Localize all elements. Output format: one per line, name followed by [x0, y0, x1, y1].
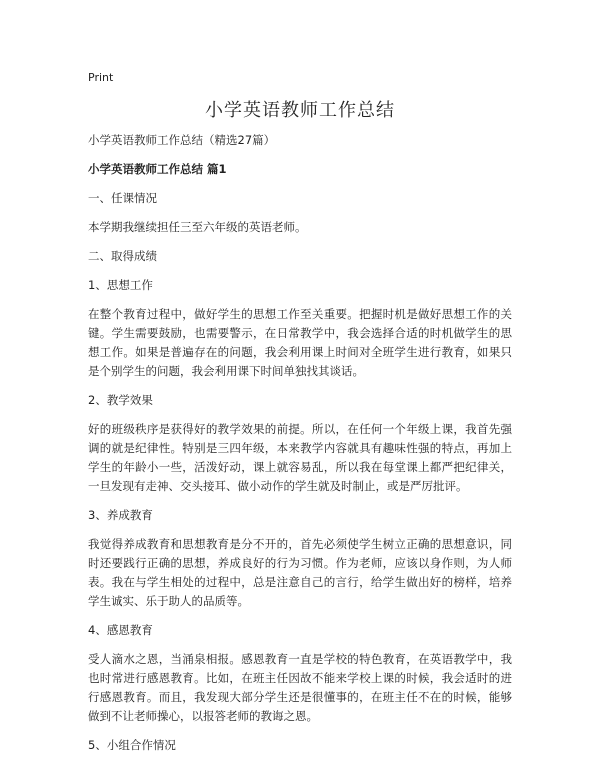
print-link[interactable]: Print [88, 71, 114, 84]
paragraph-ideological-work: 在整个教育过程中，做好学生的思想工作至关重要。把握时机是做好思想工作的关键。学生需要鼓励，也需要警示，在日常教学中，我会选择合适的时机做学生的思想工作。如果是普遍存在的问题，我会利用课上时间对全班学生进行教育，如果只是个别学生的问题，我会利用课下时间单独找其谈话。 [88, 307, 512, 378]
heading-teaching-assignment: 一、任课情况 [88, 191, 157, 205]
heading-ideological-work: 1、思想工作 [88, 278, 153, 292]
document-body [88, 131, 512, 765]
document-subtitle: 小学英语教师工作总结（精选27篇） [88, 133, 276, 147]
heading-teaching-effect: 2、教学效果 [88, 393, 153, 407]
heading-group-cooperation: 5、小组合作情况 [88, 738, 176, 752]
paragraph-habit-education: 我觉得养成教育和思想教育是分不开的，首先必须使学生树立正确的思想意识，同时还要践行正确的思想，养成良好的行为习惯。作为老师，应该以身作则，为人师表。我在与学生相处的过程中，总是注意自己的言行，给学生做出好的榜样，培养学生诚实、乐于助人的品质等。 [88, 537, 512, 608]
paragraph-gratitude-education: 受人滴水之恩，当涌泉相报。感恩教育一直是学校的特色教育，在英语教学中，我也时常进行感恩教育。比如，在班主任因故不能来学校上课的时候，我会适时的进行感恩教育。而且，我发现大部分学生还是很懂事的，在班主任不在的时候，能够做到不让老师操心，以报答老师的教诲之恩。 [88, 652, 512, 723]
heading-gratitude-education: 4、感恩教育 [88, 623, 153, 637]
paragraph-teaching-effect: 好的班级秩序是获得好的教学效果的前提。所以，在任何一个年级上课，我首先强调的就是纪律性。特别是三四年级，本来教学内容就具有趣味性强的特点，再加上学生的年龄小一些，活泼好动，课上就容易乱，所以我在每堂课上都严把纪律关，一旦发现有走神、交头接耳、做小动作的学生就及时制止，或是严厉批评。 [88, 422, 512, 493]
section-title: 小学英语教师工作总结 篇1 [88, 162, 227, 176]
paragraph-teaching-assignment: 本学期我继续担任三至六年级的英语老师。 [88, 220, 307, 234]
page-title: 小学英语教师工作总结 [205, 100, 395, 121]
heading-habit-education: 3、养成教育 [88, 508, 153, 522]
heading-achievements: 二、取得成绩 [88, 249, 157, 263]
